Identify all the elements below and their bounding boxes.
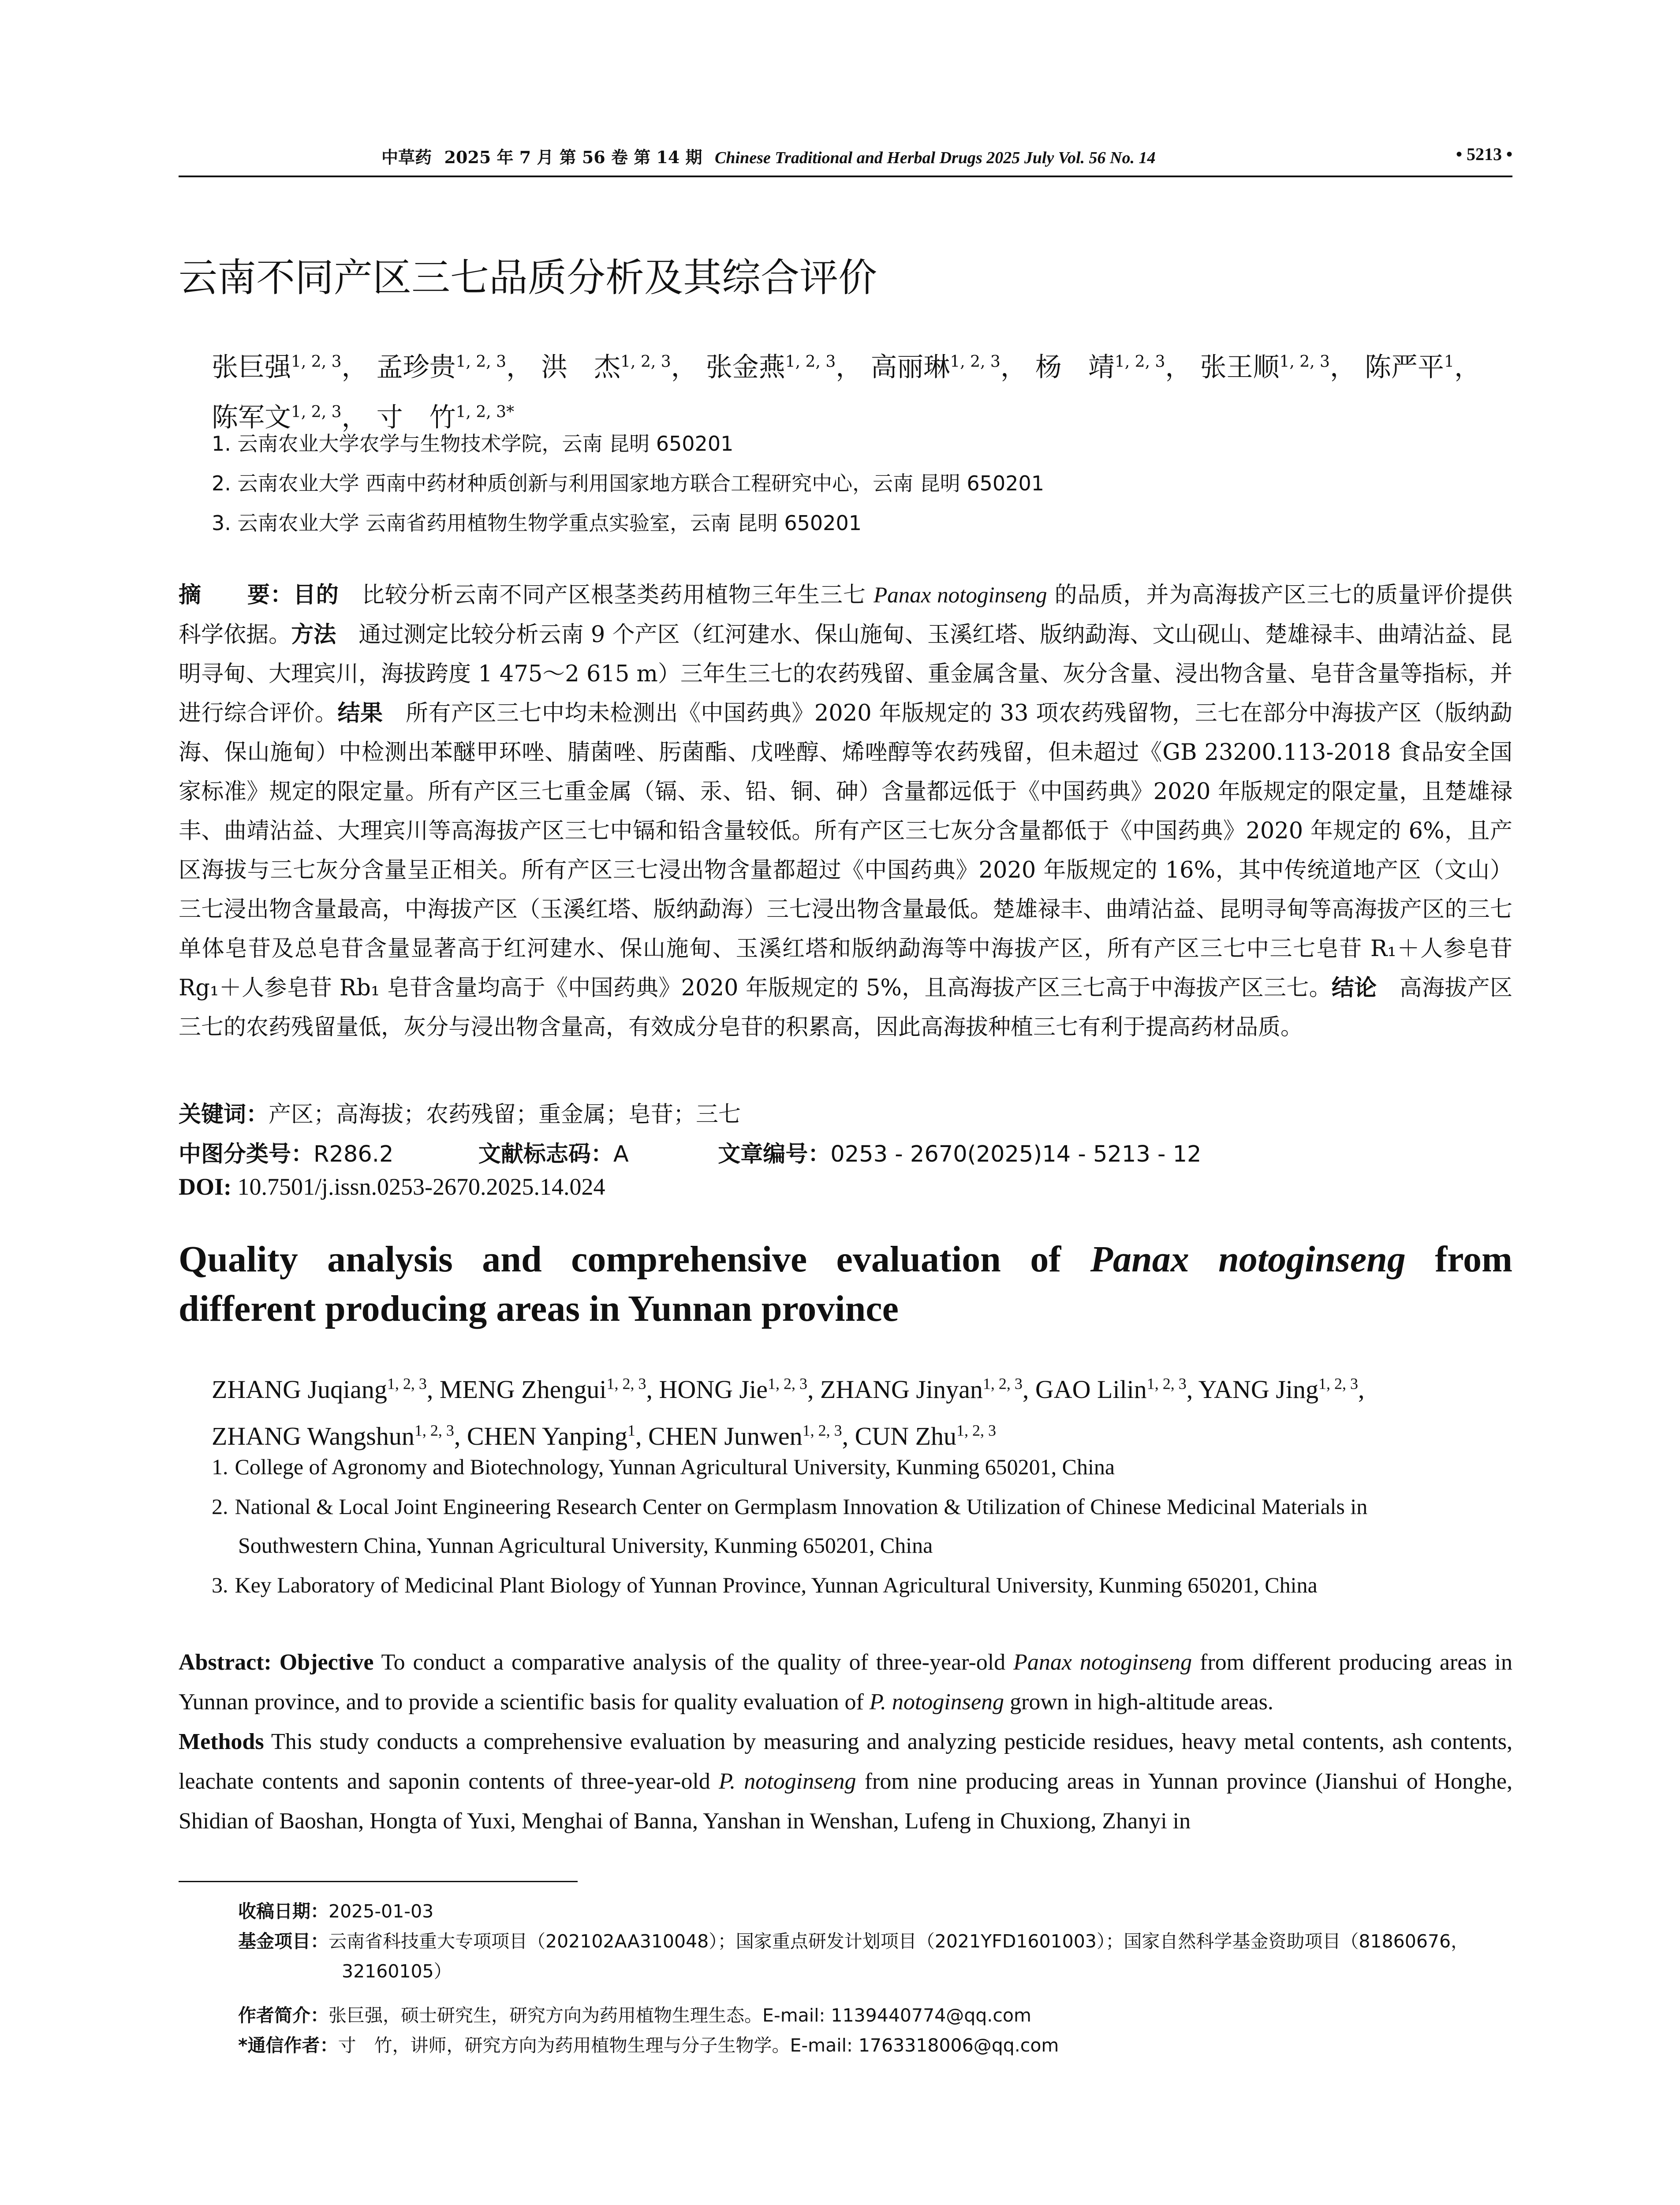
author-cn: 张金燕$^{1, 2, 3}$， [706,352,862,383]
affiliation-en-2: 2. National & Local Joint Engineering Research Center on Germplasm Innovation & Utilization of Chinese Medicinal Materials in Southwestern China, Yunnan Agricultural University, Kunming 650201, China [212,1494,1368,1558]
author-cn: 张王顺$^{1, 2, 3}$， [1200,352,1356,383]
author-cn: 杨 靖$^{1, 2, 3}$， [1035,352,1192,383]
footnote-fund: 基金项目：云南省科技重大专项项目（202102AA310048）；国家重点研发计划项目（2021YFD1601003）；国家自然科学基金资助项目（81860676， 32160105） [238,1931,1469,1982]
footnote-received: 收稿日期：2025-01-03 [238,1901,434,1922]
classification-line [179,1136,1512,1168]
article-id-label: 文章编号： [718,1141,831,1167]
running-header [179,142,1512,168]
author-en: ZHANG Wangshun$^{1, 2, 3}$, [212,1421,467,1450]
abstract-en-label: Abstract: [179,1650,272,1675]
clc-value: R286.2 [314,1141,394,1167]
species-name-cn: Panax notoginseng [874,583,1047,608]
affiliation-cn-3: 3. 云南农业大学 云南省药用植物生物学重点实验室，云南 昆明 650201 [212,511,862,535]
keywords-cn [179,1096,1512,1129]
issue-zh: 2025 年 7 月 第 56 卷 第 14 期 [444,147,702,167]
affiliation-en-1: 1. College of Agronomy and Biotechnology, Yunnan Agricultural University, Kunming 650201, China [212,1454,1115,1479]
results-cn-text: 所有产区三七中均未检测出《中国药典》2020 年版规定的 33 项农药残留物，三七在部分中海拔产区（版纳勐海、保山施甸）中检测出苯醚甲环唑、腈菌唑、肟菌酯、戊唑醇、烯唑醇等农药残留，但未超过《GB 23200.113-2018 食品安全国家标准》规定的限定量。所有产区三七重金属（镉、汞、铅、铜、砷）含量都远低于《中国药典》2020 年版规定的限定量，且楚雄禄丰、曲靖沾益、大理宾川等高海拔产区三七中镉和铅含量较低。所有产区三七灰分含量都低于《中国药典》2020 年规定的 6%，且产区海拔与三七灰分含量呈正相关。所有产区三七浸出物含量都超过《中国药典》2020 年版规定的 16%，其中传统道地产区（文山）三七浸出物含量最高，中海拔产区（玉溪红塔、版纳勐海）三七浸出物含量最低。楚雄禄丰、曲靖沾益、昆明寻甸等高海拔产区的三七单体皂苷及总皂苷含量显著高于红河建水、保山施甸、玉溪红塔和版纳勐海等中海拔产区，所有产区三七中三七皂苷 R₁＋人参皂苷 Rg₁＋人参皂苷 Rb₁ 皂苷含量均高于《中国药典》2020 年版规定的 5%，且高海拔产区三七高于中海拔产区三七。 [179,700,1512,1001]
author-en: YANG Jing$^{1, 2, 3}$, [1198,1375,1365,1404]
author-cn: 孟珍贵$^{1, 2, 3}$， [376,352,533,383]
author-cn: 洪 杰$^{1, 2, 3}$， [541,352,698,383]
author-en: ZHANG Juqiang$^{1, 2, 3}$, [212,1375,440,1404]
header-citation [381,144,1155,168]
title-en-line1: Quality analysis and comprehensive evaluation of Panax notoginseng from [179,1239,1513,1280]
article-id-value: 0253 - 2670(2025)14 - 5213 - 12 [830,1141,1202,1167]
author-en: CUN Zhu$^{1, 2, 3}$ [855,1421,996,1450]
affiliation-cn-1: 1. 云南农业大学农学与生物技术学院，云南 昆明 650201 [212,432,734,456]
footnote-corresponding: *通信作者：寸 竹，讲师，研究方向为药用植物生理与分子生物学。E-mail: 1763318006@qq.com [238,2035,1059,2056]
title-cn: 云南不同产区三七品质分析及其综合评价 [179,255,877,300]
objective-cn-label: 目的 [293,582,339,608]
author-cn: 寸 竹$^{1, 2, 3*}$ [376,402,515,433]
author-en: HONG Jie$^{1, 2, 3}$, [659,1375,820,1404]
author-en: CHEN Junwen$^{1, 2, 3}$, [648,1421,855,1450]
affiliation-en-3: 3. Key Laboratory of Medicinal Plant Biology of Yunnan Province, Yunnan Agricultural University, Kunming 650201, China [212,1573,1318,1597]
authors-cn [212,340,1517,440]
doc-code-value: A [613,1141,629,1167]
conclusion-cn-label: 结论 [1331,975,1377,1001]
author-en: GAO Lilin$^{1, 2, 3}$, [1035,1375,1198,1404]
journal-name-zh: 中草药 [381,147,432,167]
doi-label: DOI: [179,1174,231,1200]
objective-cn-text: 比较分析云南不同产区根茎类药用植物三年生三七 [361,582,874,608]
author-en: ZHANG Jinyan$^{1, 2, 3}$, [820,1375,1035,1404]
conclusion-cn-text: 高海拔产区三七的农药残留量低，灰分与浸出物含量高，有效成分皂苷的积累高，因此高海拔种植三七有利于提高药材品质。 [179,975,1512,1040]
journal-name-en: Chinese Traditional and Herbal Drugs 2025 July Vol. 56 No. 14 [715,149,1156,167]
authors-cn-line1 [212,340,1517,390]
doi-line [179,1173,1512,1200]
objective-en-label: Objective [279,1650,374,1675]
results-cn-label: 结果 [337,700,383,726]
keywords-cn-label: 关键词： [179,1102,269,1128]
species-name-title: Panax notoginseng [1090,1239,1406,1280]
header-rule [179,176,1512,177]
footnote-author: 作者简介：张巨强，硕士研究生，研究方向为药用植物生理生态。E-mail: 1139440774@qq.com [238,2005,1031,2026]
author-cn: 陈严平$^1$， [1365,352,1481,383]
author-en: CHEN Yanping$^1$, [467,1421,649,1450]
author-en: MENG Zhengui$^{1, 2, 3}$, [439,1375,659,1404]
author-cn: 张巨强$^{1, 2, 3}$， [212,352,368,383]
methods-cn-label: 方法 [291,622,336,648]
methods-cn-text: 通过测定比较分析云南 9 个产区（红河建水、保山施甸、玉溪红塔、版纳勐海、文山砚山、楚雄禄丰、曲靖沾益、昆明寻甸、大理宾川，海拔跨度 1 475～2 615 m）三年生三七的农药残留、重金属含量、灰分含量、浸出物含量、皂苷含量等指标，并进行综合评价。 [179,622,1512,726]
authors-en [212,1364,1512,1457]
title-en-line2: different producing areas in Yunnan province [179,1288,899,1329]
doi-value[interactable]: 10.7501/j.issn.0253-2670.2025.14.024 [237,1174,605,1200]
author-cn: 陈军文$^{1, 2, 3}$， [212,402,368,433]
abstract-cn-label: 摘 要： [179,582,293,608]
page-number: • 5213 • [1456,144,1512,164]
footnote-rule [179,1881,578,1882]
abstract-en: Abstract: Objective To conduct a comparative analysis of the quality of three-year-old Panax notoginseng from different producing areas in Yunnan province, and to provide a scientific basis for quality evaluation of P. notoginseng grown in high-altitude areas. Methods This study conducts a comprehensive evaluation by measuring and analyzing pesticide residues, heavy metal contents, ash contents, leachate contents and saponin contents of three-year-old P. notoginseng from nine producing areas in Yunnan province (Jianshui of Honghe, Shidian of Baoshan, Hongta of Yuxi, Menghai of Banna, Yanshan in Wenshan, Lufeng in Chuxiong, Zhanyi in [179,1650,1512,1834]
methods-en-label: Methods [179,1729,264,1754]
clc-label: 中图分类号： [179,1141,314,1167]
abstract-cn: 摘 要：目的 比较分析云南不同产区根茎类药用植物三年生三七 Panax notoginseng 的品质，并为高海拔产区三七的质量评价提供科学依据。方法 通过测定比较分析云南 9 个产区（红河建水、保山施甸、玉溪红塔、版纳勐海、文山砚山、楚雄禄丰、曲靖沾益、昆明寻甸、大理宾川，海拔跨度 1 475～2 615 m）三年生三七的农药残留、重金属含量、灰分含量、浸出物含量、皂苷含量等指标，并进行综合评价。结果 所有产区三七中均未检测出《中国药典》2020 年版规定的 33 项农药残留物，三七在部分中海拔产区（版纳勐海、保山施甸）中检测出苯醚甲环唑、腈菌唑、肟菌酯、戊唑醇、烯唑醇等农药残留，但未超过《GB 23200.113-2018 食品安全国家标准》规定的限定量。所有产区三七重金属（镉、汞、铅、铜、砷）含量都远低于《中国药典》2020 年版规定的限定量，且楚雄禄丰、曲靖沾益、大理宾川等高海拔产区三七中镉和铅含量较低。所有产区三七灰分含量都低于《中国药典》2020 年规定的 6%，且产区海拔与三七灰分含量呈正相关。所有产区三七浸出物含量都超过《中国药典》2020 年版规定的 16%，其中传统道地产区（文山）三七浸出物含量最高，中海拔产区（玉溪红塔、版纳勐海）三七浸出物含量最低。楚雄禄丰、曲靖沾益、昆明寻甸等高海拔产区的三七单体皂苷及总皂苷含量显著高于红河建水、保山施甸、玉溪红塔和版纳勐海等中海拔产区，所有产区三七中三七皂苷 R₁＋人参皂苷 Rg₁＋人参皂苷 Rb₁ 皂苷含量均高于《中国药典》2020 年版规定的 5%，且高海拔产区三七高于中海拔产区三七。结论 高海拔产区三七的农药残留量低，灰分与浸出物含量高，有效成分皂苷的积累高，因此高海拔种植三七有利于提高药材品质。 [179,582,1512,1040]
doc-code-label: 文献标志码： [478,1141,613,1167]
author-cn: 高丽琳$^{1, 2, 3}$， [870,352,1027,383]
keywords-cn-text: 产区；高海拔；农药残留；重金属；皂苷；三七 [269,1102,741,1128]
affiliation-cn-2: 2. 云南农业大学 西南中药材种质创新与利用国家地方联合工程研究中心，云南 昆明 650201 [212,471,1044,495]
